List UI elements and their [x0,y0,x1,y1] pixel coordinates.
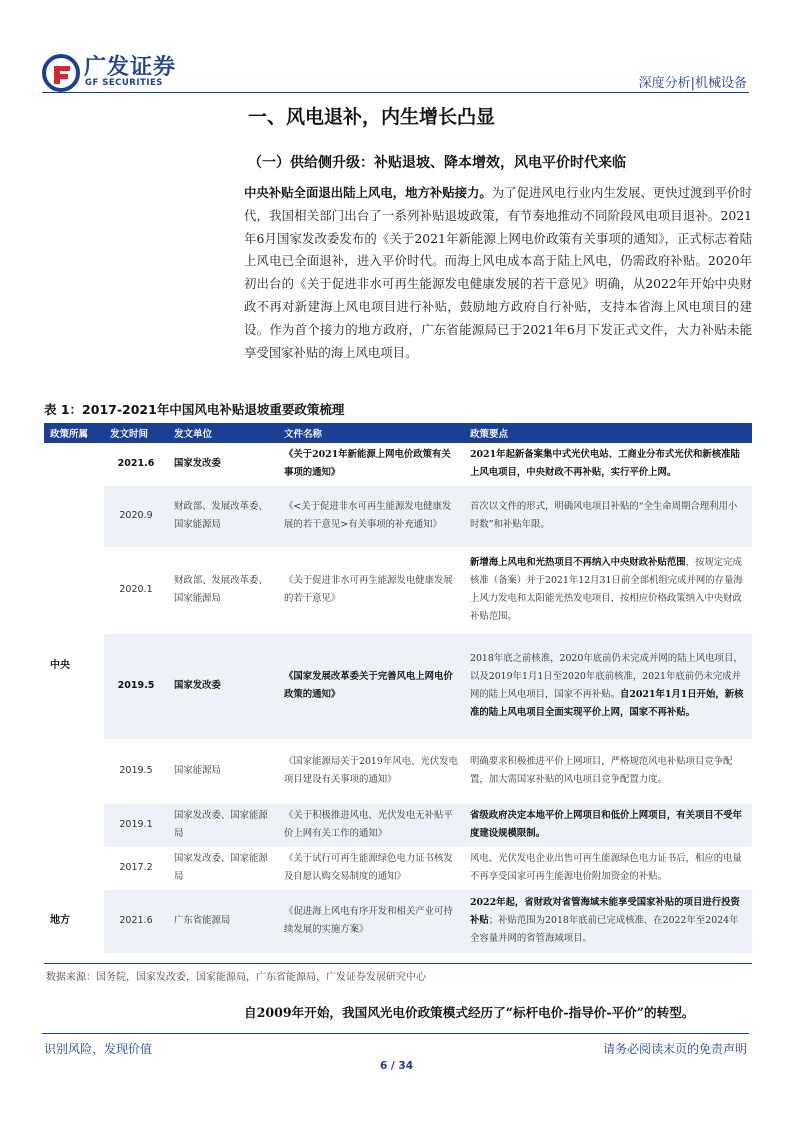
footer-disclaimer-link[interactable]: 请务必阅读末页的免责声明 [602,1042,747,1056]
cell-doc: 《关于积极推进风电、光伏发电无补贴平价上网有关工作的通知》 [278,803,464,847]
cell-doc: 《关于2021年新能源上网电价政策有关事项的通知》 [278,443,464,485]
section-heading: 一、风电退补，内生增长凸显 [248,106,496,128]
cell-doc: 《关于试行可再生能源绿色电力证书核发及自愿认购交易制度的通知》 [278,847,464,889]
cell-org: 国家发改委、国家能源局 [168,847,278,889]
cell-doc: 《关于促进非水可再生能源发电健康发展的若干意见》 [278,547,464,633]
cell-point [464,889,752,953]
cell-point: 首次以文件的形式，明确风电项目补贴的“全生命周期合理利用小时数”和补贴年限。 [464,485,752,547]
cell-time: 2020.9 [104,485,168,547]
gf-logo-icon [42,54,80,92]
report-type: 深度分析|机械设备 [638,76,747,91]
point-text: 2018年底之前核准，2020年底前仍未完成并网的陆上风电项目，以及2019年1月1日至2020年底前核准，2021年底前仍未完成并网的陆上风电项目，国家不再补贴。 [470,653,743,700]
paragraph-body: 为了促进风电行业内生发展、更快过渡到平价时代，我国相关部门出台了一系列补贴退坡政策，有节奏地推动不同阶段风电项目退补。2021年6月国家发改委发布的《关于2021年新能源上网电价政策有关事项的通知》，正式标志着陆上风电已全面退补，进入平价时代。而海上风电成本高于陆上风电，仍需政府补贴。2020年初出台的《关于促进非水可再生能源发电健康发展的若干意见》明确，从2022年开始中央财政不再对新建海上风电项目进行补贴，鼓励地方政府自行补贴，支持本省海上风电项目的建设。作为首个接力的地方政府，广东省能源局已于2021年6月下发正式文件，大力补贴未能享受国家补贴的海上风电项目。 [244,185,753,360]
table-bottom-rule [44,963,752,964]
data-source: 数据来源：国务院，国家发改委，国家能源局，广东省能源局，广发证券发展研究中心 [46,972,426,983]
table-row [44,803,752,847]
header-doc: 文件名称 [278,423,464,443]
paragraph-lead: 中央补贴全面退出陆上风电，地方补贴接力。 [244,185,492,200]
point-text: ，按规定完成核准（备案）并于2021年12月31日前全部机组完成并网的存量海上风力发电和太阳能光热发电项目，按相应价格政策纳入中央财政补贴范围。 [470,557,743,622]
policy-table [44,423,752,954]
table-row [44,847,752,889]
point-emphasis: 新增海上风电和光热项目不再纳入中央财政补贴范围 [470,557,686,569]
logo-name: 广发证券 [84,55,177,80]
cell-doc: 《国家发展改革委关于完善风电上网电价政策的通知》 [278,633,464,739]
cell-time: 2021.6 [104,443,168,485]
cell-time: 2020.1 [104,547,168,633]
cell-time: 2021.6 [104,889,168,953]
cell-org: 国家发改委 [168,443,278,485]
cell-doc: 《<关于促进非水可再生能源发电健康发展的若干意见>有关事项的补充通知》 [278,485,464,547]
point-emphasis: 自2021年1月1日开始，新核准的陆上风电项目全面实现平价上网，国家不再补贴。 [470,689,744,718]
cell-time: 2019.5 [104,739,168,803]
table-row [44,547,752,633]
point-text: ；补贴范围为2018年底前已完成核准、在2022年至2024年全容量并网的省管海域项目。 [470,915,739,944]
header-divider [42,92,749,93]
header-org: 发文单位 [168,423,278,443]
body-paragraph [244,182,752,364]
cell-doc: 《促进海上风电有序开发和相关产业可持续发展的实施方案》 [278,889,464,953]
cell-org: 财政部、发展改革委、国家能源局 [168,547,278,633]
page-number: 6 / 34 [379,1060,414,1072]
cell-point [464,633,752,739]
cell-org: 财政部、发展改革委、国家能源局 [168,485,278,547]
logo-english-name: GF SECURITIES [85,78,163,88]
cell-org: 国家发改委、国家能源局 [168,803,278,847]
cell-point: 2021年起新备案集中式光伏电站、工商业分布式光伏和新核准陆上风电项目，中央财政不再补贴，实行平价上网。 [464,443,752,485]
cell-org: 国家能源局 [168,739,278,803]
header-level: 政策所属 [44,423,104,443]
table-row [44,739,752,803]
header-time: 发文时间 [104,423,168,443]
cell-time: 2019.5 [104,633,168,739]
cell-org: 广东省能源局 [168,889,278,953]
cell-time: 2017.2 [104,847,168,889]
table-row [44,443,752,485]
level-central: 中央 [44,443,104,889]
footer-slogan: 识别风险，发现价值 [44,1042,153,1056]
cell-point: 省级政府决定本地平价上网项目和低价上网项目，有关项目不受年度建设规模限制。 [464,803,752,847]
cell-time: 2019.1 [104,803,168,847]
cell-point: 明确要求积极推进平价上网项目，严格规范风电补贴项目竞争配置，加大需国家补贴的风电项目竞争配置力度。 [464,739,752,803]
point-emphasis: 2022年起，省财政对省管海域未能享受国家补贴的项目进行投资补贴 [470,897,740,927]
cell-point [464,547,752,633]
table-title: 表 1：2017-2021年中国风电补贴退坡重要政策梳理 [44,402,345,417]
cell-doc: 《国家能源局关于2019年风电、光伏发电项目建设有关事项的通知》 [278,739,464,803]
table-row [44,889,752,953]
table-header-row [44,423,752,443]
cell-org: 国家发改委 [168,633,278,739]
header-point: 政策要点 [464,423,752,443]
closing-sentence: 自2009年开始，我国风光电价政策模式经历了“标杆电价-指导价-平价”的转型。 [244,1005,695,1020]
cell-point: 风电、光伏发电企业出售可再生能源绿色电力证书后，相应的电量不再享受国家可再生能源电价附加资金的补贴。 [464,847,752,889]
company-logo [42,46,242,94]
footer-divider [42,1033,749,1034]
subsection-heading: （一）供给侧升级：补贴退坡、降本增效，风电平价时代来临 [248,155,626,171]
table-row [44,633,752,739]
level-local: 地方 [44,889,104,953]
table-row [44,485,752,547]
